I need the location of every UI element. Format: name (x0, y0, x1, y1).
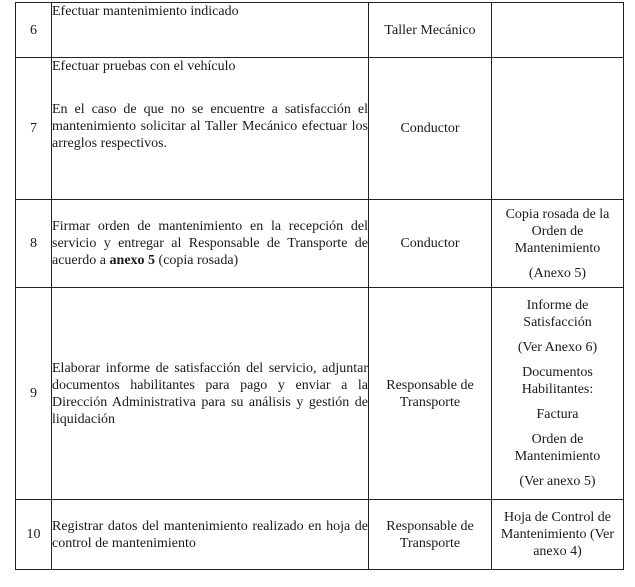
procedure-table (15, 2, 624, 570)
responsible-cell: Responsable de Transporte (369, 500, 492, 570)
table-row (16, 3, 624, 58)
table-row (16, 58, 624, 200)
activity-cell (52, 3, 369, 58)
responsible-cell: Conductor (369, 58, 492, 200)
annex-reference: anexo 5 (109, 253, 156, 268)
document-item: Orden de Mantenimiento (514, 432, 601, 464)
step-number: 7 (16, 58, 52, 200)
step-number: 10 (16, 500, 52, 570)
step-number: 9 (16, 288, 52, 500)
document-item: Documentos Habilitantes: (521, 365, 594, 397)
step-number: 8 (16, 200, 52, 288)
activity-cell (52, 500, 369, 570)
documents-cell (492, 58, 624, 200)
responsible-cell: Conductor (369, 200, 492, 288)
document-item: (Ver anexo 5) (519, 474, 596, 489)
activity-text: En el caso de que no se encuentre a satisfacción el mantenimiento solicitar al Taller Mecánico efectuar los arreglos respectivos. (52, 102, 368, 151)
documents-cell (492, 3, 624, 58)
activity-cell (52, 58, 369, 200)
table-row (16, 500, 624, 570)
activity-text-part: Firmar orden de mantenimiento en la recepción del servicio y entregar al Responsable de Transporte de acuerdo a (52, 219, 368, 268)
responsible-cell: Responsable de Transporte (369, 288, 492, 500)
step-number: 6 (16, 3, 52, 58)
document-item: Factura (536, 407, 579, 422)
table-row (16, 200, 624, 288)
responsible-cell: Taller Mecánico (369, 3, 492, 58)
activity-text (52, 218, 368, 269)
activity-text: Registrar datos del mantenimiento realizado en hoja de control de mantenimiento (52, 518, 368, 551)
documents-cell (492, 200, 624, 288)
document-item: (Ver Anexo 6) (517, 340, 598, 355)
documents-cell: Hoja de Control de Mantenimiento (Ver anexo 4) (492, 500, 624, 570)
activity-text: Efectuar mantenimiento indicado (52, 4, 239, 19)
activity-cell (52, 200, 369, 288)
document-item: (Anexo 5) (528, 265, 587, 281)
documents-cell (492, 288, 624, 500)
activity-text: Elaborar informe de satisfacción del servicio, adjuntar documentos habilitantes para pago y enviar a la Dirección Administrativa para su análisis y gestión de liquidación (52, 360, 368, 427)
activity-text-part: (copia rosada) (155, 253, 239, 268)
document-item: Copia rosada de la Orden de Mantenimiento (505, 206, 610, 256)
activity-text: Efectuar pruebas con el vehículo (52, 59, 236, 74)
document-item: Informe de Satisfacción (523, 298, 592, 330)
activity-cell (52, 288, 369, 500)
table-row (16, 288, 624, 500)
